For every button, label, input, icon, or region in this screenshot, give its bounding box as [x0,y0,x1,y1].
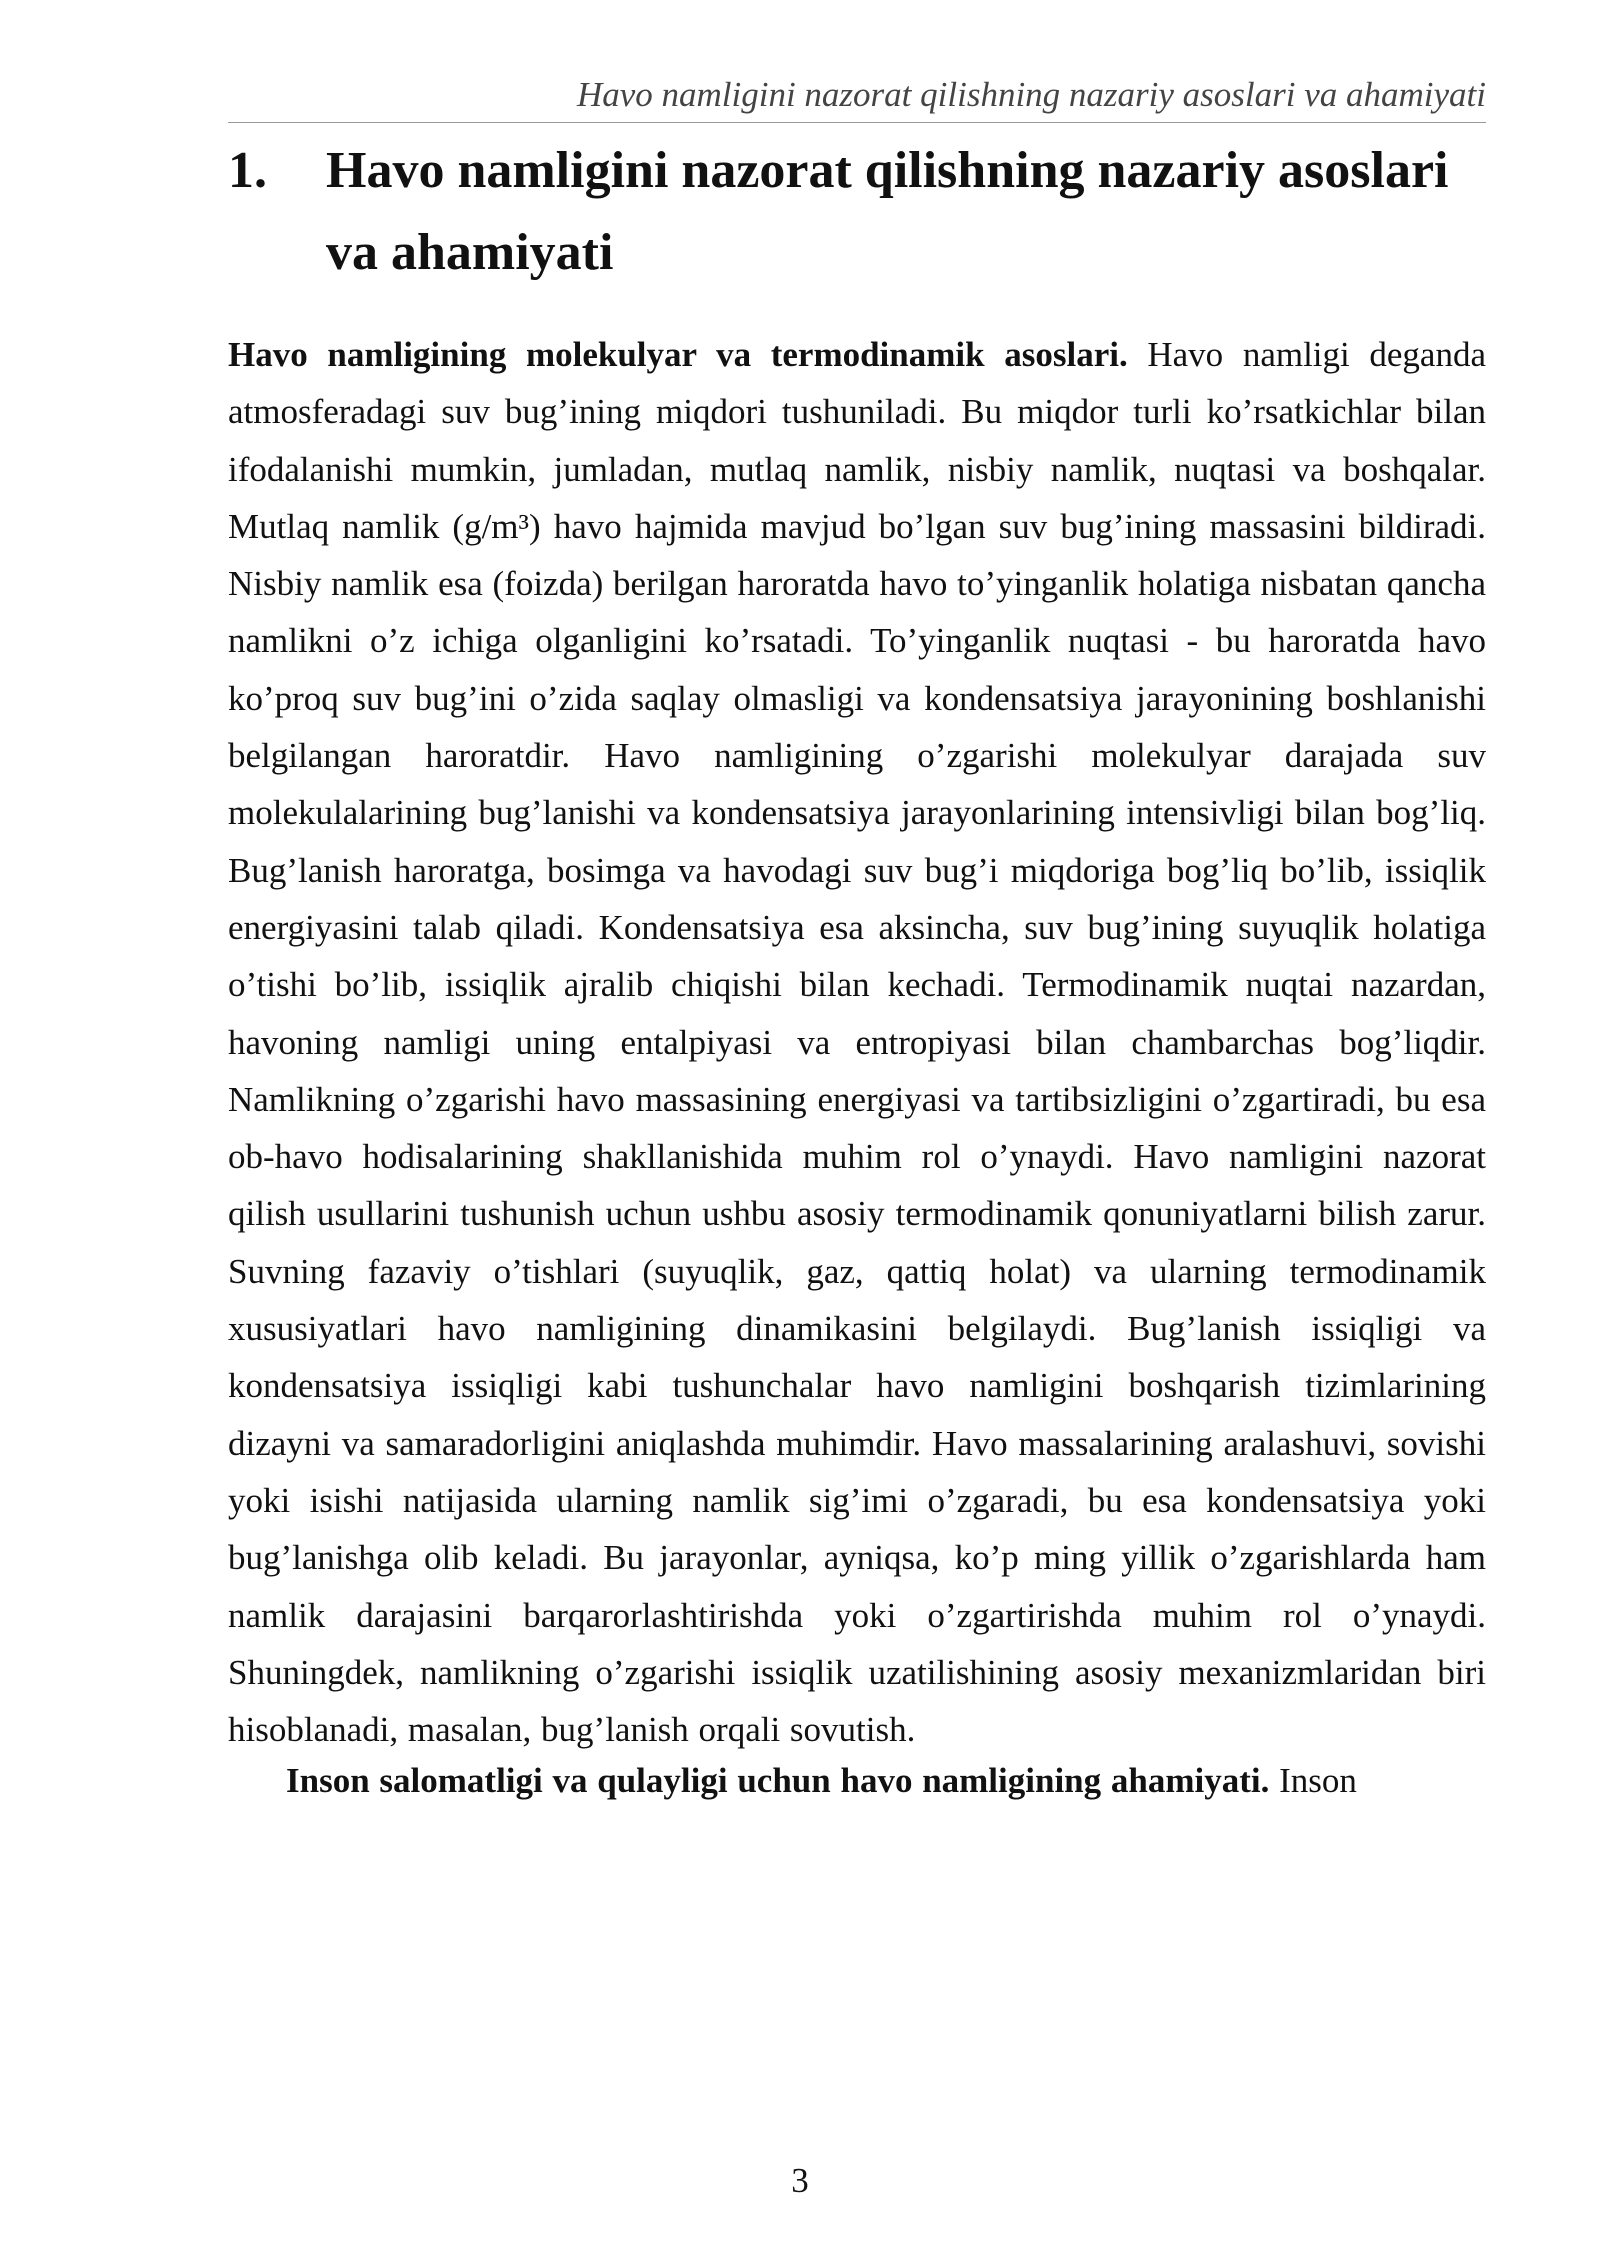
chapter-number: 1. [228,142,267,199]
chapter-title: Havo namligini nazorat qilishning nazariy asoslari va ahamiyati [326,142,1449,281]
running-header: Havo namligini nazorat qilishning nazariy asoslari va ahamiyati [576,75,1486,114]
header-rule [228,122,1486,123]
paragraph [228,1752,1486,1809]
chapter-heading [228,130,1486,294]
paragraph [228,326,1486,1758]
paragraph-text: Inson [1269,1761,1357,1801]
paragraph-text: Havo namligi deganda atmosferadagi suv bug’ining miqdori tushuniladi. Bu miqdor turli ko’rsatkichlar bilan ifodalanishi mumkin, jumladan, mutlaq namlik, nisbiy namlik, nuqtasi va boshqalar. Mutlaq namlik (g/m³) havo hajmida mavjud bo’lgan suv bug’ining massasini bildiradi. Nisbiy namlik esa (foizda) berilgan haroratda havo to’yinganlik holatiga nisbatan qancha namlikni o’z ichiga olganligini ko’rsatadi. To’yinganlik nuqtasi - bu haroratda havo ko’proq suv bug’ini o’zida saqlay olmasligi va kondensatsiya jarayonining boshlanishi belgilangan haroratdir. Havo namligining o’zgarishi molekulyar darajada suv molekulalarining bug’lanishi va kondensatsiya jarayonlarining intensivligi bilan bog’liq. Bug’lanish haroratga, bosimga va havodagi suv bug’i miqdoriga bog’liq bo’lib, issiqlik energiyasini talab qiladi. Kondensatsiya esa aksincha, suv bug’ining suyuqlik holatiga o’tishi bo’lib, issiqlik ajralib chiqishi bilan kechadi. Termodinamik nuqtai nazardan, havoning namligi uning entalpiyasi va entropiyasi bilan chambarchas bog’liqdir. Namlikning o’zgarishi havo massasining energiyasi va tartibsizligini o’zgartiradi, bu esa ob-havo hodisalarining shakllanishida muhim rol o’ynaydi. Havo namligini nazorat qilish usullarini tushunish uchun ushbu asosiy termodinamik qonuniyatlarni bilish zarur. Suvning fazaviy o’tishlari (suyuqlik, gaz, qattiq holat) va ularning termodinamik xususiyatlari havo namligining dinamikasini belgilaydi. Bug’lanish issiqligi va kondensatsiya issiqligi kabi tushunchalar havo namligini boshqarish tizimlarining dizayni va samaradorligini aniqlashda muhimdir. Havo massalarining aralashuvi, sovishi yoki isishi natijasida ularning namlik sig’imi o’zgaradi, bu esa kondensatsiya yoki bug’lanishga olib keladi. Bu jarayonlar, ayniqsa, ko’p ming yillik o’zgarishlarda ham namlik darajasini barqarorlashtirishda yoki o’zgartirishda muhim rol o’ynaydi. Shuningdek, namlikning o’zgarishi issiqlik uzatilishining asosiy mexanizmlaridan biri hisoblanadi, masalan, bug’lanish orqali sovutish. [228,335,1486,1750]
body-text [228,326,1486,1810]
paragraph-lead: Inson salomatligi va qulayligi uchun havo namligining ahamiyati. [286,1761,1270,1801]
page-number: 3 [791,2161,809,2200]
paragraph-lead: Havo namligining molekulyar va termodinamik asoslari. [228,335,1128,374]
